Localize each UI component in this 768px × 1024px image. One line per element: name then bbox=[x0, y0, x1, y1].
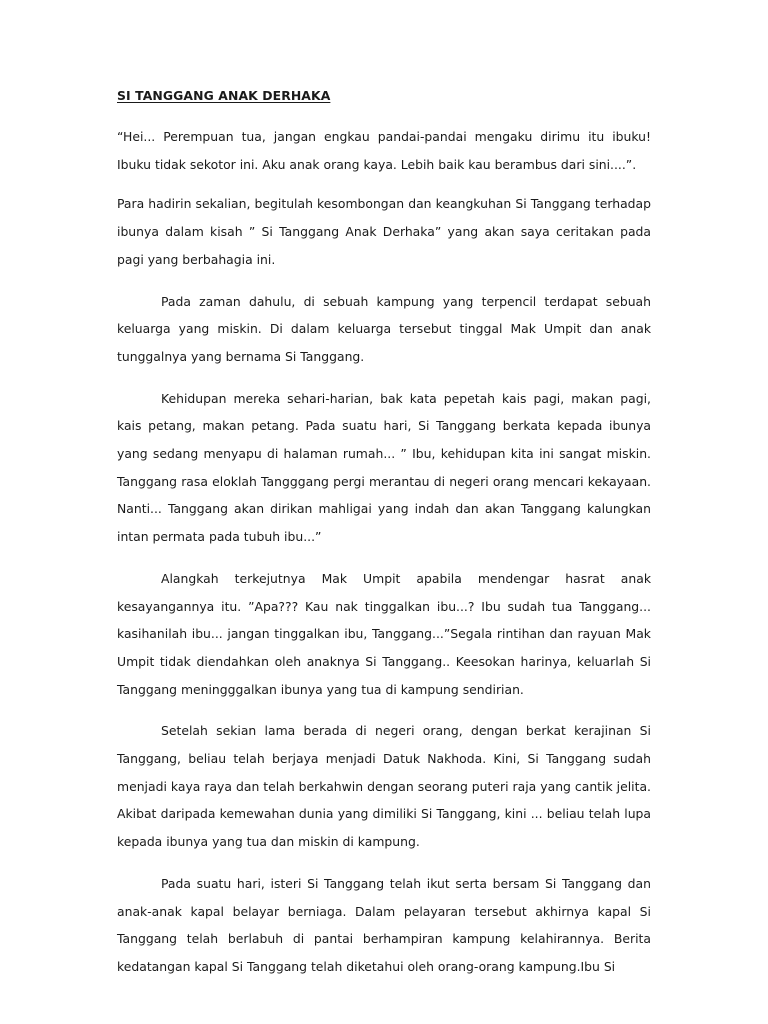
paragraph-6: Setelah sekian lama berada di negeri orang, dengan berkat kerajinan Si Tanggang, beliau telah berjaya menjadi Datuk Nakhoda. Kini, Si Tanggang sudah menjadi kaya raya dan telah berkahwin dengan seorang puteri raja yang cantik jelita. Akibat daripada kemewahan dunia yang dimiliki Si Tanggang, kini ... beliau telah lupa kepada ibunya yang tua dan miskin di kampung. bbox=[117, 723, 651, 850]
document-body bbox=[117, 86, 651, 995]
paragraph-2: Para hadirin sekalian, begitulah kesombongan dan keangkuhan Si Tanggang terhadap ibunya dalam kisah ” Si Tanggang Anak Derhaka” yang akan saya ceritakan pada pagi yang berbahagia ini. bbox=[117, 196, 651, 267]
paragraph-1: “Hei... Perempuan tua, jangan engkau pandai-pandai mengaku dirimu itu ibuku! Ibuku tidak sekotor ini. Aku anak orang kaya. Lebih baik kau berambus dari sini....”. bbox=[117, 129, 651, 172]
paragraph-5: Alangkah terkejutnya Mak Umpit apabila mendengar hasrat anak kesayangannya itu. ”Apa??? Kau nak tinggalkan ibu...? Ibu sudah tua Tanggang... kasihanilah ibu... jangan tinggalkan ibu, Tanggang...”Segala rintihan dan rayuan Mak Umpit tidak diendahkan oleh anaknya Si Tanggang.. Keesokan harinya, keluarlah Si Tanggang meningggalkan ibunya yang tua di kampung sendirian. bbox=[117, 570, 651, 697]
paragraph-4: Kehidupan mereka sehari-harian, bak kata pepetah kais pagi, makan pagi, kais petang, makan petang. Pada suatu hari, Si Tanggang berkata kepada ibunya yang sedang menyapu di halaman rumah... ” Ibu, kehidupan kita ini sangat miskin. Tanggang rasa eloklah Tangggang pergi merantau di negeri orang mencari kekayaan. Nanti... Tanggang akan dirikan mahligai yang indah dan akan Tanggang kalungkan intan permata pada tubuh ibu...” bbox=[117, 390, 651, 545]
paragraph-7: Pada suatu hari, isteri Si Tanggang telah ikut serta bersam Si Tanggang dan anak-anak kapal belayar berniaga. Dalam pelayaran tersebut akhirnya kapal Si Tanggang telah berlabuh di pantai berhampiran kampung kelahirannya. Berita kedatangan kapal Si Tanggang telah diketahui oleh orang-orang kampung.Ibu Si bbox=[117, 875, 651, 974]
document-title: SI TANGGANG ANAK DERHAKA bbox=[117, 88, 331, 103]
paragraph-3: Pada zaman dahulu, di sebuah kampung yang terpencil terdapat sebuah keluarga yang miskin. Di dalam keluarga tersebut tinggal Mak Umpit dan anak tunggalnya yang bernama Si Tanggang. bbox=[117, 293, 651, 364]
